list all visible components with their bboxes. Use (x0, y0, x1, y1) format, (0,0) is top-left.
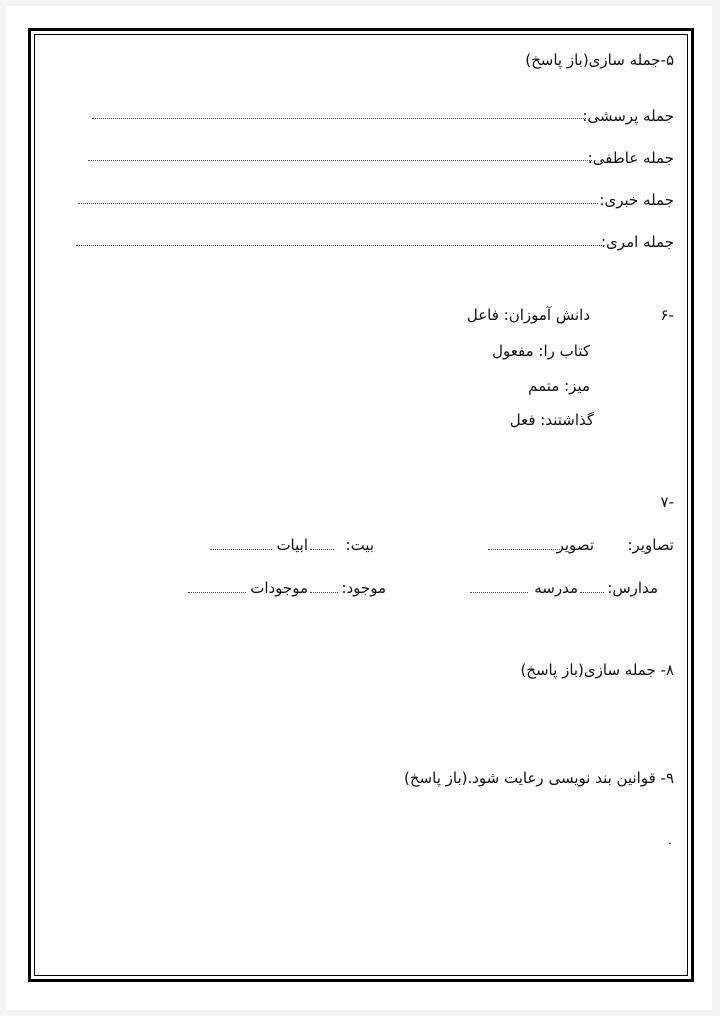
q5-declarative-label: جمله خبری: (599, 191, 674, 209)
q7-schools-answer: مدرسه (534, 579, 578, 597)
q5-heading: ۵-جمله سازی(باز پاسخ) (525, 51, 674, 69)
stray-dot: . (668, 833, 672, 847)
q7-verse-blank-left (210, 549, 272, 550)
q6-item-complement: میز: متمم (528, 377, 590, 395)
q5-question-blank (92, 118, 586, 119)
q7-number: -۷ (660, 493, 674, 511)
q9-heading: ۹- قوانین بند نویسی رعایت شود.(باز پاسخ) (404, 769, 674, 787)
q7-verse-blank-right (310, 549, 334, 550)
q7-images-label: تصاویر: (627, 536, 674, 554)
q6-item-subject: دانش آموزان: فاعل (466, 306, 590, 324)
q5-exclamative-blank (88, 160, 592, 161)
q7-existent-label: موجود: (341, 579, 386, 597)
q7-schools-blank-right (580, 592, 604, 593)
q6-item-object: کتاب را: مفعول (492, 342, 590, 360)
q5-imperative-label: جمله امری: (601, 233, 674, 251)
q7-verse-answer: ابیات (276, 536, 308, 554)
q5-imperative-blank (76, 245, 604, 246)
q6-number: -۶ (660, 306, 674, 324)
q5-question-label: جمله پرسشی: (582, 107, 674, 125)
q7-existent-blank-left (188, 592, 246, 593)
q7-existent-answer: موجودات (250, 579, 308, 597)
q5-declarative-blank (78, 203, 598, 204)
q8-heading: ۸- جمله سازی(باز پاسخ) (520, 661, 674, 679)
q6-item-verb: گذاشتند: فعل (509, 411, 594, 429)
q7-schools-label: مدارس: (607, 579, 658, 597)
q7-images-blank (488, 549, 560, 550)
q5-exclamative-label: جمله عاطفی: (587, 149, 674, 167)
q7-schools-blank-left (470, 592, 528, 593)
q7-verse-label: بیت: (345, 536, 374, 554)
q7-existent-blank-right (310, 592, 338, 593)
page-border-inner (34, 34, 688, 976)
q7-images-answer: تصویر (556, 536, 594, 554)
